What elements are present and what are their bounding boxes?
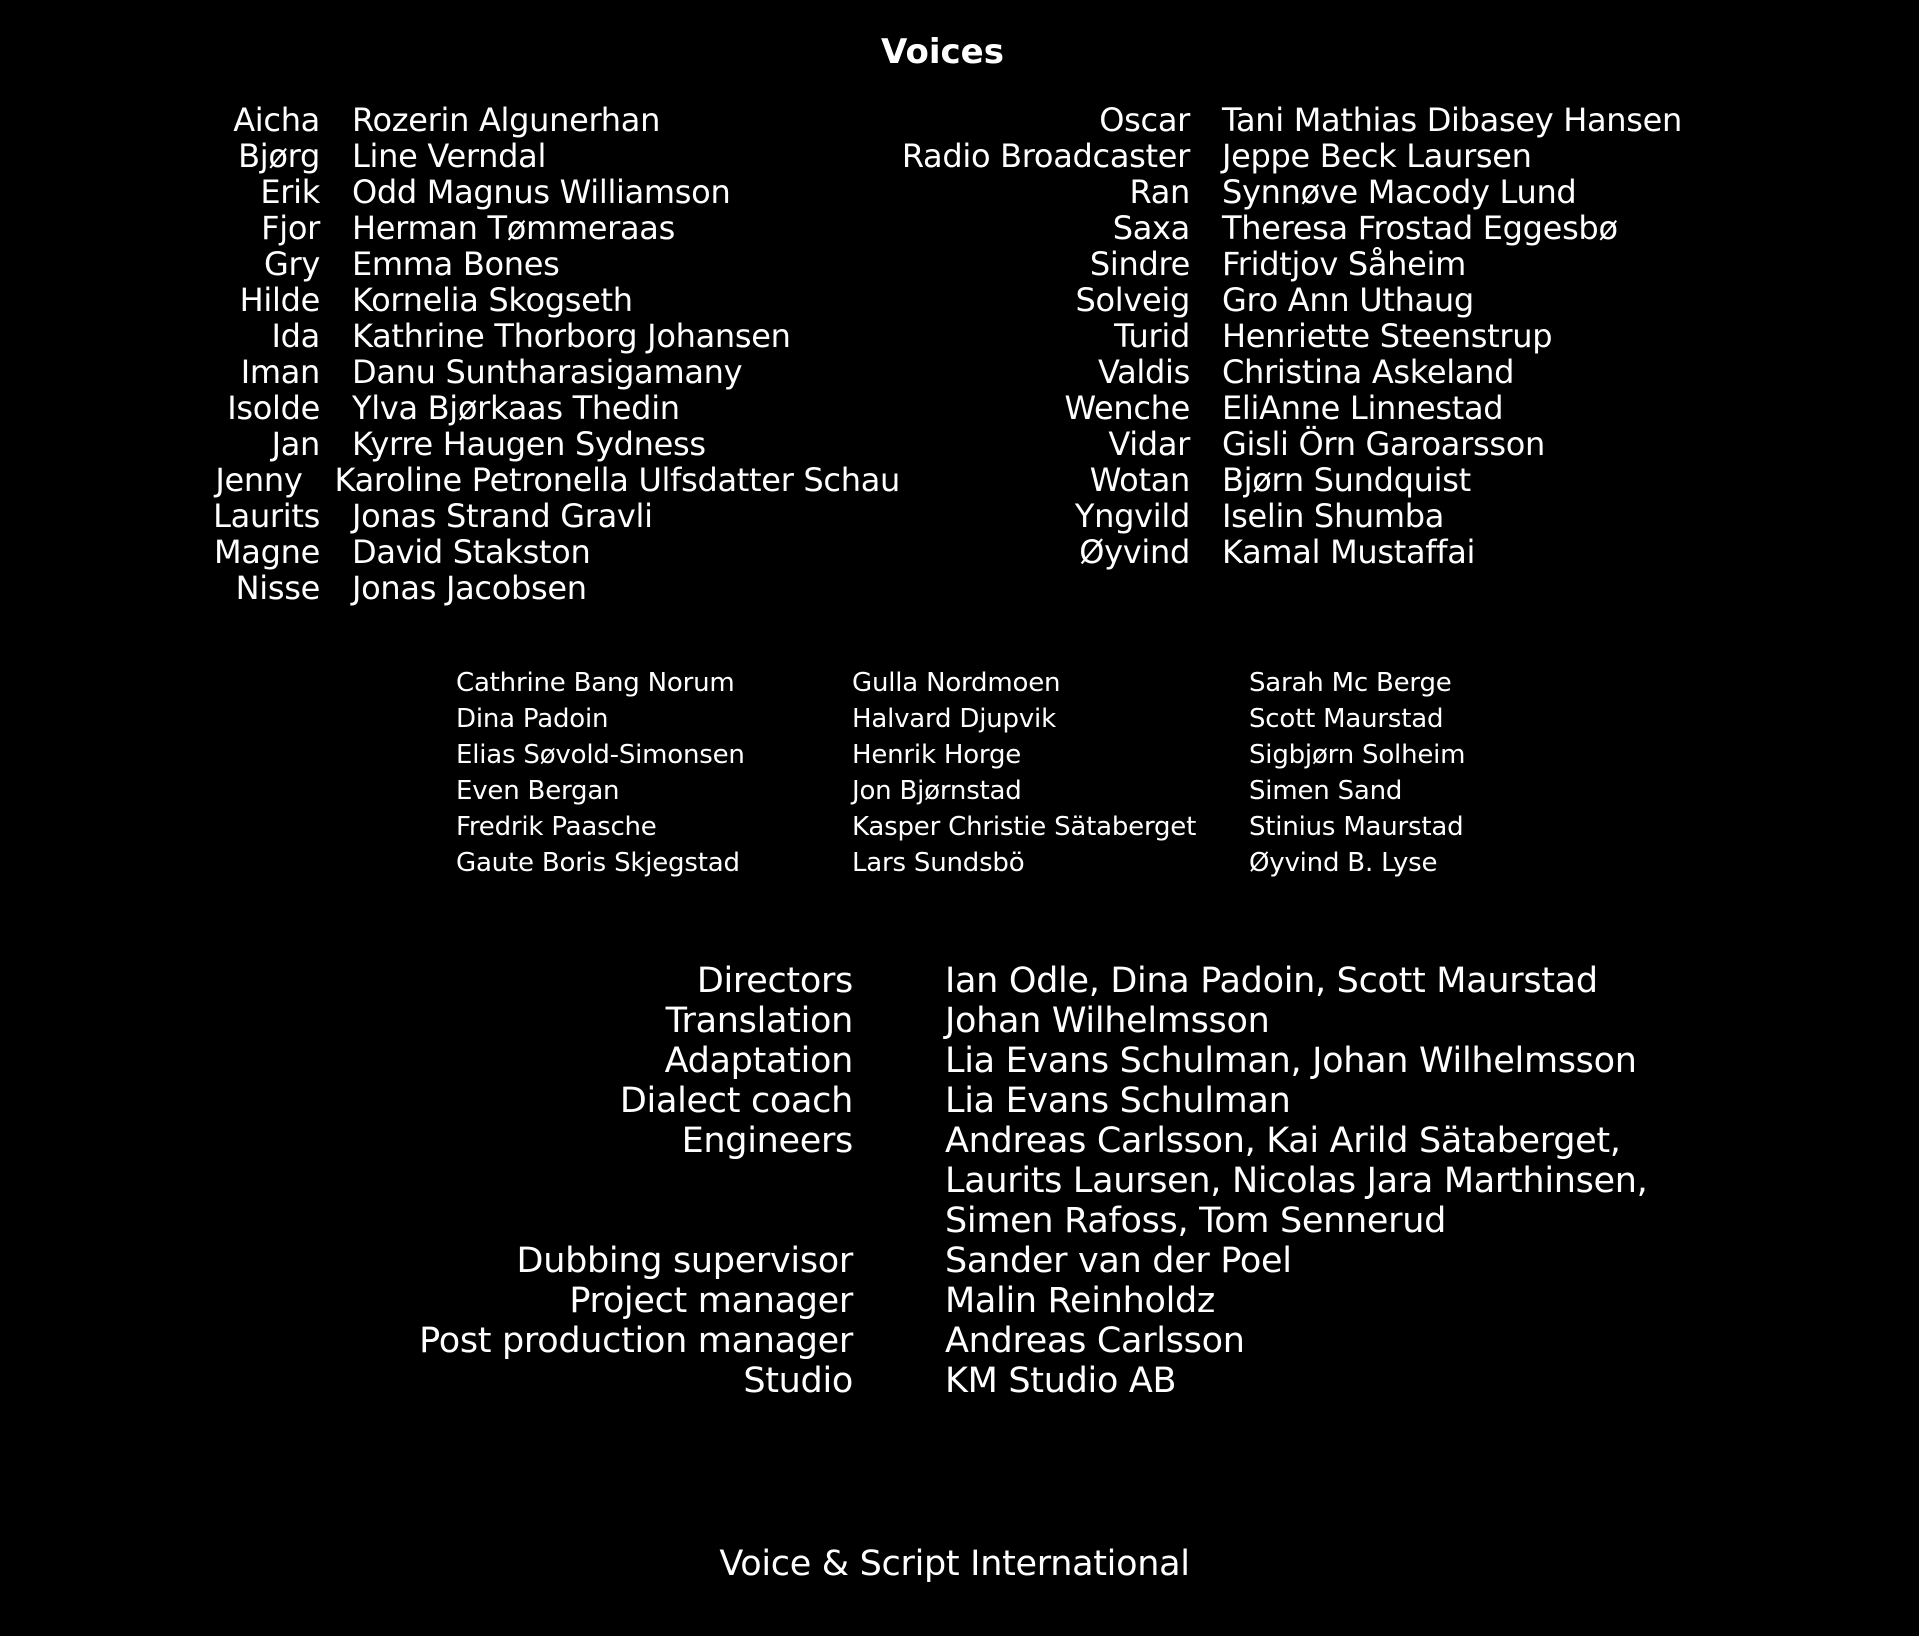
character-name: Bjørg xyxy=(238,137,320,175)
additional-voice-name: Sigbjørn Solheim xyxy=(1249,740,1466,770)
character-name: Yngvild xyxy=(1074,497,1190,535)
additional-voice-name: Gulla Nordmoen xyxy=(852,668,1061,698)
crew-name-line: Andreas Carlsson, Kai Arild Sätaberget, xyxy=(945,1121,1621,1161)
actor-name: EliAnne Linnestad xyxy=(1222,389,1504,427)
character-name: Valdis xyxy=(1098,353,1190,391)
actor-name: Henriette Steenstrup xyxy=(1222,317,1553,355)
cast-row xyxy=(880,498,1880,534)
crew-role: Adaptation xyxy=(664,1041,853,1081)
actor-name: Danu Suntharasigamany xyxy=(352,353,743,391)
crew-name-line: Malin Reinholdz xyxy=(945,1281,1215,1321)
cast-row xyxy=(0,318,900,354)
additional-voice-name: Gaute Boris Skjegstad xyxy=(456,848,740,878)
cast-list-left xyxy=(0,102,900,606)
character-name: Solveig xyxy=(1075,281,1190,319)
cast-row xyxy=(880,426,1880,462)
additional-voice-name: Jon Bjørnstad xyxy=(852,776,1022,806)
actor-name: Gro Ann Uthaug xyxy=(1222,281,1474,319)
cast-list-right xyxy=(880,102,1880,570)
character-name: Ran xyxy=(1129,173,1190,211)
cast-row xyxy=(0,390,900,426)
crew-role: Dubbing supervisor xyxy=(516,1241,853,1281)
crew-row xyxy=(0,1121,1919,1241)
character-name: Magne xyxy=(213,533,320,571)
cast-row xyxy=(880,318,1880,354)
crew-name-line: Andreas Carlsson xyxy=(945,1321,1245,1361)
crew-name-line: KM Studio AB xyxy=(945,1361,1177,1401)
character-name: Erik xyxy=(260,173,320,211)
actor-name: Kyrre Haugen Sydness xyxy=(352,425,706,463)
crew-names xyxy=(945,1361,1176,1401)
actor-name: Theresa Frostad Eggesbø xyxy=(1222,209,1618,247)
additional-voice-name: Øyvind B. Lyse xyxy=(1249,848,1438,878)
additional-voices-column-2 xyxy=(852,665,1232,881)
additional-voice-name: Stinius Maurstad xyxy=(1249,812,1464,842)
additional-voice-name: Even Bergan xyxy=(456,776,620,806)
character-name: Øyvind xyxy=(1079,533,1190,571)
crew-name-line: Ian Odle, Dina Padoin, Scott Maurstad xyxy=(945,961,1598,1001)
actor-name: Christina Askeland xyxy=(1222,353,1515,391)
crew-names xyxy=(945,1281,1215,1321)
crew-name-line: Lia Evans Schulman, Johan Wilhelmsson xyxy=(945,1041,1637,1081)
cast-row xyxy=(0,462,900,498)
character-name: Ida xyxy=(271,317,320,355)
cast-row xyxy=(880,534,1880,570)
cast-row xyxy=(0,534,900,570)
actor-name: Tani Mathias Dibasey Hansen xyxy=(1222,101,1683,139)
actor-name: Jeppe Beck Laursen xyxy=(1222,137,1532,175)
additional-voices-column-1 xyxy=(456,665,836,881)
cast-row xyxy=(880,210,1880,246)
cast-row xyxy=(0,210,900,246)
character-name: Jan xyxy=(271,425,320,463)
crew-role: Post production manager xyxy=(419,1321,853,1361)
crew-names xyxy=(945,1001,1269,1041)
crew-role: Translation xyxy=(665,1001,853,1041)
crew-role: Project manager xyxy=(569,1281,853,1321)
crew-name-line: Laurits Laursen, Nicolas Jara Marthinsen, xyxy=(945,1161,1648,1201)
character-name: Gry xyxy=(264,245,320,283)
actor-name: Herman Tømmeraas xyxy=(352,209,675,247)
crew-name-line: Simen Rafoss, Tom Sennerud xyxy=(945,1201,1447,1241)
actor-name: Rozerin Algunerhan xyxy=(352,101,661,139)
character-name: Jenny xyxy=(215,461,303,499)
actor-name: Jonas Jacobsen xyxy=(352,569,587,607)
cast-row xyxy=(880,138,1880,174)
actor-name: Line Verndal xyxy=(352,137,547,175)
actor-name: Ylva Bjørkaas Thedin xyxy=(352,389,680,427)
cast-row xyxy=(880,390,1880,426)
character-name: Wotan xyxy=(1089,461,1190,499)
actor-name: Emma Bones xyxy=(352,245,560,283)
crew-row xyxy=(0,1041,1919,1081)
crew-row xyxy=(0,1001,1919,1041)
actor-name: Iselin Shumba xyxy=(1222,497,1445,535)
character-name: Radio Broadcaster xyxy=(901,137,1190,175)
crew-names xyxy=(945,961,1598,1001)
crew-row xyxy=(0,961,1919,1001)
character-name: Turid xyxy=(1114,317,1190,355)
character-name: Iman xyxy=(240,353,320,391)
actor-name: Kornelia Skogseth xyxy=(352,281,633,319)
additional-voice-name: Henrik Horge xyxy=(852,740,1022,770)
actor-name: David Stakston xyxy=(352,533,591,571)
actor-name: Gisli Örn Garoarsson xyxy=(1222,425,1545,463)
crew-role: Directors xyxy=(696,961,853,1001)
character-name: Vidar xyxy=(1108,425,1190,463)
character-name: Aicha xyxy=(233,101,320,139)
character-name: Nisse xyxy=(235,569,320,607)
cast-row xyxy=(0,246,900,282)
crew-row xyxy=(0,1081,1919,1121)
additional-voice-name: Halvard Djupvik xyxy=(852,704,1056,734)
crew-name-line: Sander van der Poel xyxy=(945,1241,1292,1281)
cast-row xyxy=(0,570,900,606)
character-name: Isolde xyxy=(227,389,320,427)
additional-voice-name: Cathrine Bang Norum xyxy=(456,668,735,698)
additional-voice-name: Scott Maurstad xyxy=(1249,704,1444,734)
cast-row xyxy=(0,102,900,138)
additional-voice-name: Simen Sand xyxy=(1249,776,1403,806)
character-name: Oscar xyxy=(1099,101,1190,139)
additional-voices-column-3 xyxy=(1249,665,1629,881)
actor-name: Kamal Mustaffai xyxy=(1222,533,1476,571)
cast-row xyxy=(0,426,900,462)
cast-row xyxy=(880,102,1880,138)
additional-voice-name: Kasper Christie Sätaberget xyxy=(852,812,1197,842)
crew-name-line: Lia Evans Schulman xyxy=(945,1081,1291,1121)
additional-voice-name: Dina Padoin xyxy=(456,704,609,734)
crew-row xyxy=(0,1281,1919,1321)
company-credit: Voice & Script International xyxy=(719,1544,1190,1584)
additional-voice-name: Elias Søvold-Simonsen xyxy=(456,740,745,770)
crew-names xyxy=(945,1321,1245,1361)
character-name: Hilde xyxy=(239,281,320,319)
character-name: Sindre xyxy=(1089,245,1190,283)
actor-name: Jonas Strand Gravli xyxy=(352,497,653,535)
cast-row xyxy=(0,354,900,390)
additional-voice-name: Fredrik Paasche xyxy=(456,812,657,842)
crew-role: Dialect coach xyxy=(619,1081,853,1121)
character-name: Saxa xyxy=(1112,209,1190,247)
cast-row xyxy=(0,282,900,318)
crew-role: Engineers xyxy=(681,1121,853,1161)
actor-name: Bjørn Sundquist xyxy=(1222,461,1471,499)
actor-name: Odd Magnus Williamson xyxy=(352,173,731,211)
crew-names xyxy=(945,1241,1292,1281)
actor-name: Karoline Petronella Ulfsdatter Schau xyxy=(334,461,900,499)
actor-name: Kathrine Thorborg Johansen xyxy=(352,317,791,355)
actor-name: Synnøve Macody Lund xyxy=(1222,173,1577,211)
cast-row xyxy=(880,354,1880,390)
character-name: Fjor xyxy=(261,209,320,247)
crew-names xyxy=(945,1081,1291,1121)
cast-row xyxy=(880,462,1880,498)
cast-row xyxy=(880,246,1880,282)
cast-row xyxy=(880,282,1880,318)
cast-row xyxy=(0,498,900,534)
cast-row xyxy=(0,174,900,210)
section-title: Voices xyxy=(881,32,1004,72)
crew-list xyxy=(0,961,1919,1401)
actor-name: Fridtjov Såheim xyxy=(1222,245,1467,283)
additional-voice-name: Sarah Mc Berge xyxy=(1249,668,1452,698)
crew-row xyxy=(0,1361,1919,1401)
additional-voice-name: Lars Sundsbö xyxy=(852,848,1025,878)
crew-name-line: Johan Wilhelmsson xyxy=(945,1001,1270,1041)
character-name: Wenche xyxy=(1064,389,1190,427)
cast-row xyxy=(0,138,900,174)
crew-names xyxy=(945,1041,1637,1081)
cast-row xyxy=(880,174,1880,210)
crew-role: Studio xyxy=(743,1361,853,1401)
character-name: Laurits xyxy=(213,497,320,535)
crew-names xyxy=(945,1121,1648,1241)
crew-row xyxy=(0,1321,1919,1361)
crew-row xyxy=(0,1241,1919,1281)
